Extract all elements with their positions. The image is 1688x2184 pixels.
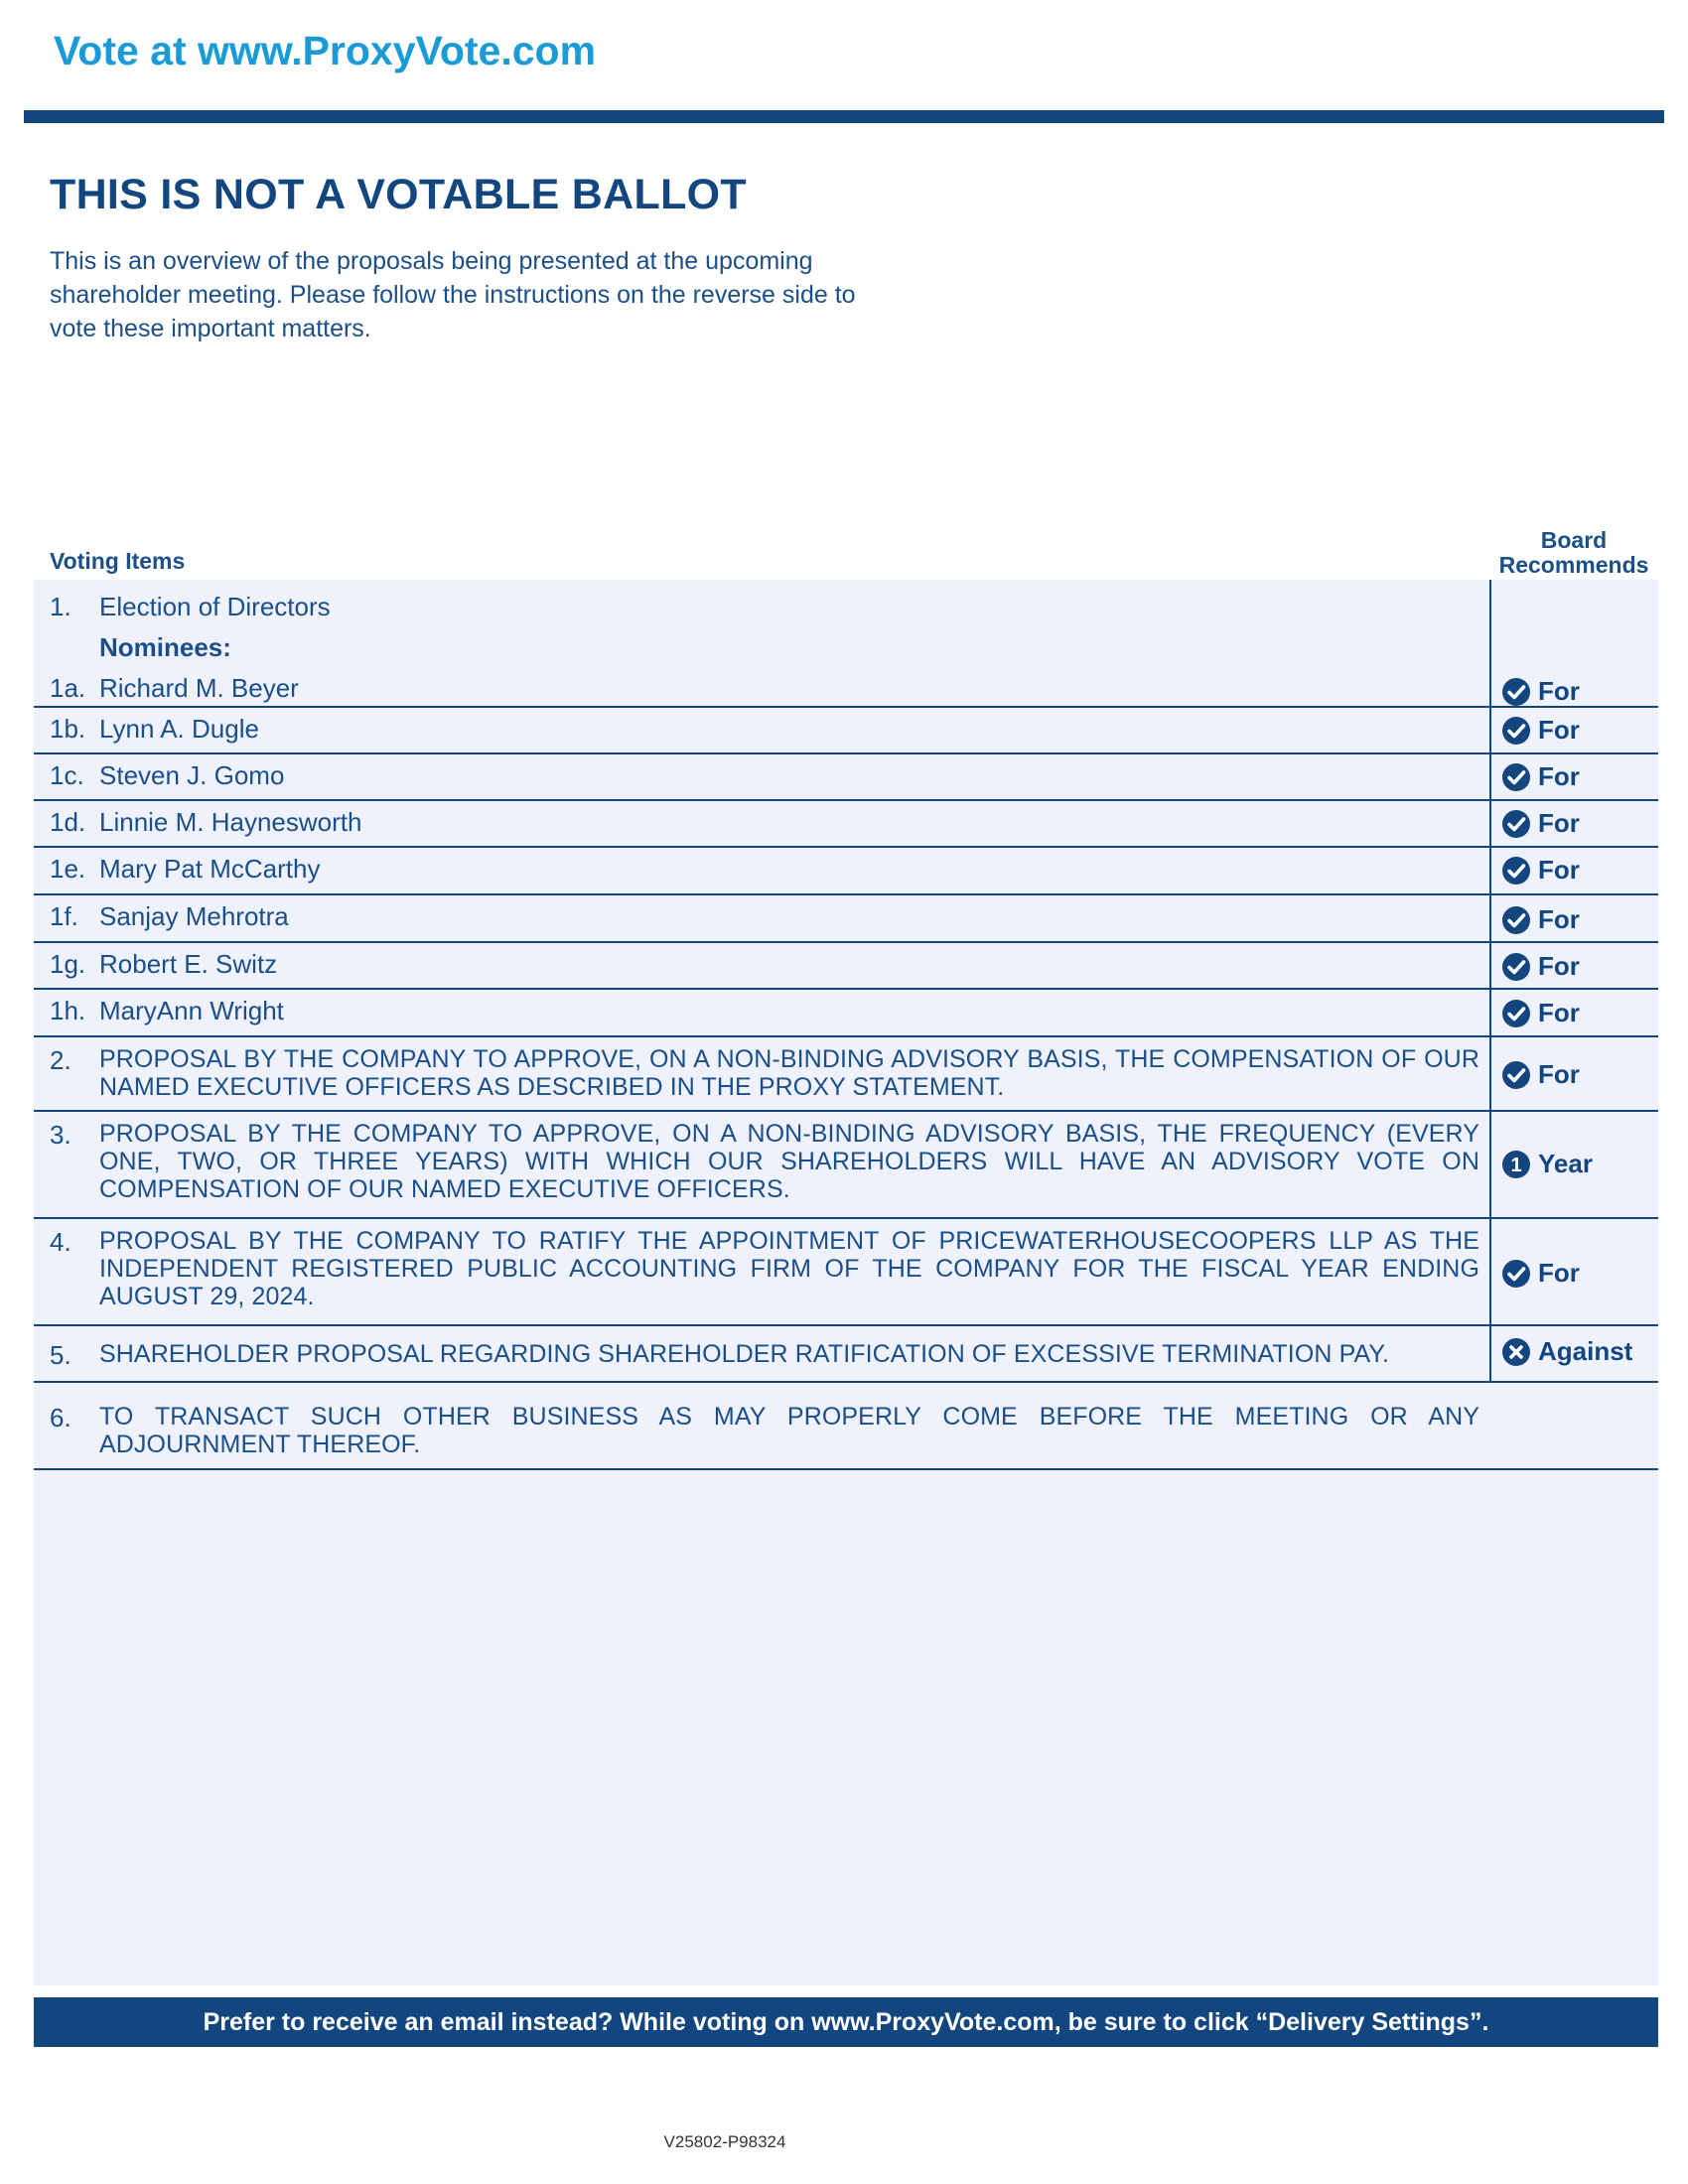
check-circle-icon (1501, 1259, 1531, 1289)
item-text: Election of Directors (99, 592, 331, 621)
check-circle-icon (1501, 856, 1531, 886)
nominee-name: MaryAnn Wright (99, 996, 284, 1025)
header-rule (24, 110, 1664, 123)
recommendation (1501, 855, 1580, 886)
recommendation-label: For (1538, 855, 1580, 885)
recommendation-label: For (1538, 1059, 1580, 1089)
board-header-line2: Recommends (1498, 552, 1649, 578)
nominee-name: Sanjay Mehrotra (99, 901, 289, 931)
recommendation (1501, 998, 1580, 1028)
check-circle-icon (1501, 716, 1531, 746)
recommendation (1501, 1059, 1580, 1090)
proposal-row (34, 1219, 1658, 1326)
document-code: V25802-P98324 (663, 2132, 786, 2151)
nominee-number: 1c. (50, 760, 84, 790)
voting-panel (34, 580, 1658, 1985)
recommendation (1501, 761, 1580, 792)
nominee-name: Robert E. Switz (99, 949, 278, 979)
nominee-number: 1g. (50, 949, 86, 979)
nominee-number: 1b. (50, 714, 86, 744)
recommendation (1501, 951, 1580, 982)
proposal-text: SHAREHOLDER PROPOSAL REGARDING SHAREHOLDER RATIFICATION OF EXCESSIVE TERMINATION PAY. (99, 1340, 1390, 1368)
nominee-name: Linnie M. Haynesworth (99, 807, 362, 837)
recommendation-label: For (1538, 676, 1580, 706)
board-recommends-header (1494, 528, 1653, 578)
nominee-number: 1f. (50, 901, 78, 931)
proposal-number: 2. (50, 1045, 71, 1075)
proposal-row (34, 1383, 1658, 1470)
proposal-row (34, 1037, 1658, 1112)
recommendation (1501, 676, 1580, 707)
proposal-text: PROPOSAL BY THE COMPANY TO APPROVE, ON A NON-BINDING ADVISORY BASIS, THE FREQUENCY (EVERY ONE, TWO, OR THREE YEARS) WITH WHICH OUR SHAREHOLDERS WILL HAVE AN ADVISORY VOTE ON COMPENSATION OF OUR NAMED EXECUTIVE OFFICERS. (99, 1120, 1479, 1203)
recommendation (1501, 715, 1580, 746)
recommendation-label: Year (1538, 1149, 1593, 1178)
nominee-number: 1a. (50, 673, 86, 703)
nominees-label: Nominees: (99, 632, 231, 662)
nominee-row (34, 708, 1658, 754)
recommendation-label: For (1538, 808, 1580, 838)
nominee-row (34, 943, 1658, 990)
nominee-number: 1e. (50, 854, 86, 884)
nominee-row (34, 801, 1658, 848)
nominee-number: 1d. (50, 807, 86, 837)
nominee-row (34, 848, 1658, 895)
nominee-name: Mary Pat McCarthy (99, 854, 321, 884)
vote-link-header[interactable]: Vote at www.ProxyVote.com (54, 28, 597, 73)
page-title: THIS IS NOT A VOTABLE BALLOT (50, 171, 747, 218)
check-circle-icon (1501, 1060, 1531, 1090)
one-circle-glyph: 1 (1510, 1154, 1522, 1176)
item-election (34, 580, 1658, 708)
nominee-row (34, 895, 1658, 943)
check-circle-icon (1501, 999, 1531, 1028)
nominee-name: Richard M. Beyer (99, 673, 299, 703)
x-circle-icon (1501, 1337, 1531, 1367)
proposal-row (34, 1326, 1658, 1383)
check-circle-icon (1501, 762, 1531, 792)
recommendation (1501, 1336, 1632, 1367)
footer-banner: Prefer to receive an email instead? While voting on www.ProxyVote.com, be sure to click “Delivery Settings”. (34, 1997, 1658, 2047)
nominee-name: Lynn A. Dugle (99, 714, 259, 744)
proposal-text: PROPOSAL BY THE COMPANY TO APPROVE, ON A NON-BINDING ADVISORY BASIS, THE COMPENSATION OF OUR NAMED EXECUTIVE OFFICERS AS DESCRIBED IN THE PROXY STATEMENT. (99, 1045, 1479, 1101)
nominee-name: Steven J. Gomo (99, 760, 285, 790)
recommendation (1501, 1258, 1580, 1289)
check-circle-icon (1501, 677, 1531, 707)
recommendation-label: For (1538, 1258, 1580, 1288)
proposal-number: 4. (50, 1227, 71, 1257)
nominee-row (34, 754, 1658, 801)
check-circle-icon (1501, 905, 1531, 935)
recommendation-label: For (1538, 904, 1580, 934)
check-circle-icon (1501, 809, 1531, 839)
proposal-text: TO TRANSACT SUCH OTHER BUSINESS AS MAY PROPERLY COME BEFORE THE MEETING OR ANY ADJOURNMENT THEREOF. (99, 1403, 1479, 1458)
item-number: 1. (50, 592, 71, 621)
proposal-text: PROPOSAL BY THE COMPANY TO RATIFY THE APPOINTMENT OF PRICEWATERHOUSECOOPERS LLP AS THE INDEPENDENT REGISTERED PUBLIC ACCOUNTING FIRM OF THE COMPANY FOR THE FISCAL YEAR ENDING AUGUST 29, 2024. (99, 1227, 1479, 1310)
board-header-line1: Board (1540, 527, 1608, 553)
intro-text: This is an overview of the proposals being presented at the upcoming shareholder meeting. Please follow the instructions on the reverse side to vote these important matters. (50, 247, 856, 342)
recommendation (1501, 904, 1580, 935)
voting-items-header: Voting Items (50, 548, 186, 574)
recommendation (1501, 808, 1580, 839)
nominee-row (34, 990, 1658, 1037)
recommendation (1501, 1149, 1593, 1179)
recommendation-label: For (1538, 951, 1580, 981)
proposal-number: 6. (50, 1403, 71, 1433)
nominee-number: 1h. (50, 996, 86, 1025)
recommendation-label: For (1538, 715, 1580, 745)
check-circle-icon (1501, 952, 1531, 982)
one-circle-icon (1501, 1150, 1531, 1179)
recommendation-label: Against (1538, 1336, 1633, 1366)
proposal-number: 3. (50, 1120, 71, 1150)
recommendation-label: For (1538, 998, 1580, 1027)
recommendation-label: For (1538, 761, 1580, 791)
proposal-row (34, 1112, 1658, 1219)
proposal-number: 5. (50, 1340, 71, 1370)
